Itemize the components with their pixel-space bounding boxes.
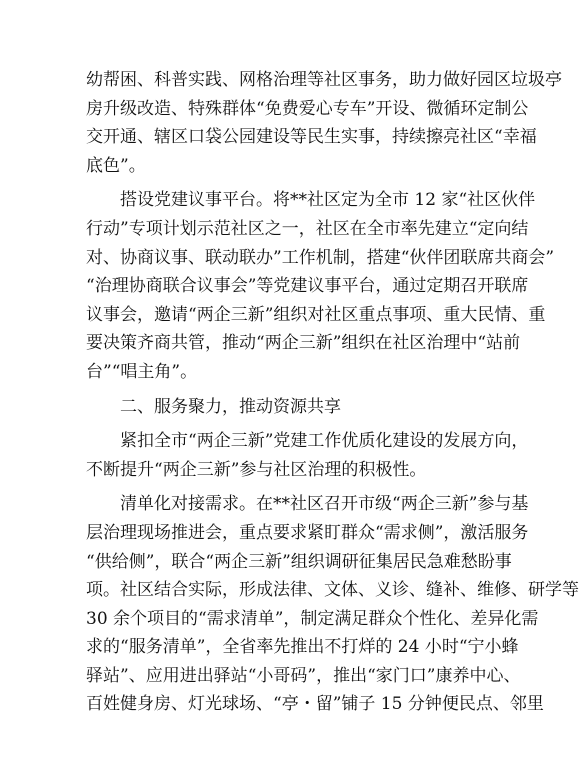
text-line: 百姓健身房、灯光球场、“亭・留”铺子 15 分钟便民点、邻里 [86, 694, 544, 715]
text-line: “治理协商联合议事会”等党建议事平台，通过定期召开联席 [86, 276, 529, 297]
text-line: 30 余个项目的“需求清单”，制定满足群众个性化、差异化需 [86, 608, 539, 629]
text-line: 要决策齐商共管，推动“两企三新”组织在社区治理中“站前 [86, 333, 521, 354]
text-line: 不断提升“两企三新”参与社区治理的积极性。 [86, 459, 427, 480]
paragraph-needs-list [86, 490, 579, 719]
text-line: 行动”专项计划示范社区之一，社区在全市率先建立“定向结 [86, 218, 529, 239]
paragraph-party-platform [86, 186, 555, 386]
text-line: 议事会，邀请“两企三新”组织对社区重点事项、重大民情、重 [86, 304, 546, 325]
text-line: 清单化对接需求。在**社区召开市级“两企三新”参与基 [120, 494, 529, 515]
text-line: 层治理现场推进会，重点要求紧盯群众“需求侧”，激活服务 [86, 522, 529, 543]
paragraph-community-affairs [86, 66, 562, 180]
text-line: 搭设党建议事平台。将**社区定为全市 12 家“社区伙伴 [120, 190, 536, 211]
text-line: 求的“服务清单”，全省率先推出不打烊的 24 小时“宁小蜂 [86, 637, 519, 658]
text-line: 幼帮困、科普实践、网格治理等社区事务，助力做好园区垃圾亭 [86, 70, 562, 90]
text-line: 对、协商议事、联动联办”工作机制，搭建“伙伴团联席共商会” [86, 247, 555, 268]
text-line: 房升级改造、特殊群体“免费爱心专车”开设、微循环定制公 [86, 98, 529, 119]
text-line: 台”“唱主角”。 [86, 361, 198, 382]
text-line: 驿站”、应用进出驿站“小哥码”，推出“家门口”康养中心、 [86, 665, 521, 686]
text-line: 底色”。 [86, 155, 146, 176]
text-line: 项。社区结合实际，形成法律、文体、义诊、缝补、维修、研学等 [86, 580, 579, 601]
paragraph-intro [86, 427, 529, 484]
section-heading [86, 393, 506, 422]
document-body [86, 66, 579, 725]
text-line: “供给侧”，联合“两企三新”组织调研征集居民急难愁盼事 [86, 551, 512, 572]
text-line: 交开通、辖区口袋公园建设等民生实事，持续擦亮社区“幸福 [86, 127, 537, 148]
text-line: 紧扣全市“两企三新”党建工作优质化建设的发展方向， [120, 431, 529, 452]
heading-text: 二、服务聚力，推动资源共享 [120, 396, 341, 417]
